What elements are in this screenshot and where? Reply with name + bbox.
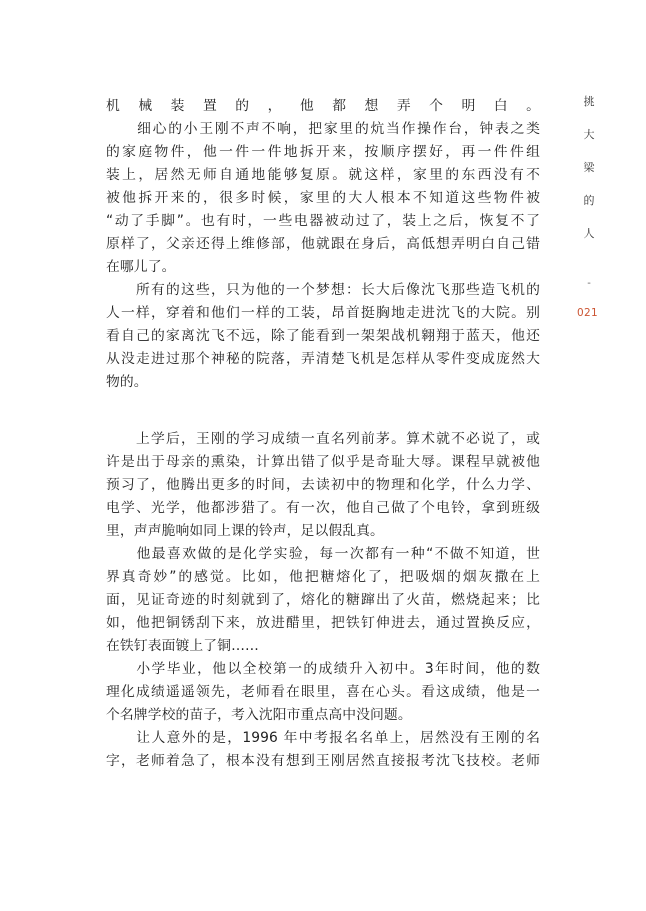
text-line: 被他拆开来的，很多时候，家里的大人根本不知道这些物件被 <box>106 190 540 206</box>
header-separator: - <box>587 278 591 289</box>
header-char: 挑 <box>583 95 595 108</box>
text-line: 细心的小王刚不声不响，把家里的炕当作操作台，钟表之类 <box>106 121 540 137</box>
text-line: 面，见证奇迹的时刻就到了，熔化的糖蹿出了火苗，燃烧起来；比 <box>106 592 540 608</box>
text-line: 在哪儿了。 <box>106 259 176 275</box>
text-line: 里，声声脆响如同上课的铃声，足以假乱真。 <box>106 523 384 539</box>
running-header-vertical <box>580 96 598 261</box>
text-line: 人一样，穿着和他们一样的工装，昂首挺胸地走进沈飞的大院。别 <box>106 305 540 321</box>
text-line: 字，老师着急了，根本没有想到王刚居然直接报考沈飞技校。老师 <box>106 753 540 769</box>
header-char: 梁 <box>583 161 595 174</box>
text-line: 机械装置的，他都想弄个明白。 <box>106 98 540 114</box>
body-text <box>106 95 540 773</box>
text-line: 预习了，他腾出更多的时间，去读初中的物理和化学，什么力学、 <box>106 477 540 493</box>
text-line: 如，他把铜锈刮下来，放进醋里，把铁钉伸进去，通过置换反应， <box>106 615 540 631</box>
text-line: 让人意外的是，1996 年中考报名名单上，居然没有王刚的名 <box>106 730 540 746</box>
text-line: “动了手脚”。也有时，一些电器被动过了，装上之后，恢复不了 <box>106 213 540 229</box>
text-line: 上学后，王刚的学习成绩一直名列前茅。算术就不必说了，或 <box>106 431 540 447</box>
text-line: 的家庭物件，他一件一件地拆开来，按顺序摆好，再一件件组 <box>106 144 540 160</box>
text-line: 界真奇妙”的感觉。比如，他把糖熔化了，把吸烟的烟灰撒在上 <box>106 569 540 585</box>
header-char: 的 <box>583 194 595 207</box>
text-line: 在铁钉表面镀上了铜…… <box>106 638 259 654</box>
text-line: 电学、光学，他都涉猎了。有一次，他自己做了个电铃，拿到班级 <box>106 500 540 516</box>
page-number: 021 <box>577 307 598 319</box>
text-line: 小学毕业，他以全校第一的成绩升入初中。3年时间，他的数 <box>106 661 540 677</box>
text-line: 所有的这些，只为他的一个梦想：长大后像沈飞那些造飞机的 <box>106 282 540 298</box>
text-line: 他最喜欢做的是化学实验，每一次都有一种“不做不知道，世 <box>106 546 540 562</box>
text-line: 理化成绩遥遥领先，老师看在眼里，喜在心头。看这成绩，他是一 <box>106 684 540 700</box>
section-break <box>106 394 540 428</box>
text-line: 物的。 <box>106 374 148 390</box>
header-char: 大 <box>583 128 595 141</box>
text-line: 看自己的家离沈飞不远，除了能看到一架架战机翱翔于蓝天，他还 <box>106 328 540 344</box>
header-char: 人 <box>583 227 595 240</box>
text-line: 许是出于母亲的熏染，计算出错了似乎是奇耻大辱。课程早就被他 <box>106 454 540 470</box>
text-line: 原样了，父亲还得上维修部，他就跟在身后，高低想弄明白自己错 <box>106 236 540 252</box>
text-line: 个名牌学校的苗子，考入沈阳市重点高中没问题。 <box>106 707 412 723</box>
text-line: 装上，居然无师自通地能够复原。就这样，家里的东西没有不 <box>106 167 540 183</box>
text-line: 从没走进过那个神秘的院落，弄清楚飞机是怎样从零件变成庞然大 <box>106 351 540 367</box>
